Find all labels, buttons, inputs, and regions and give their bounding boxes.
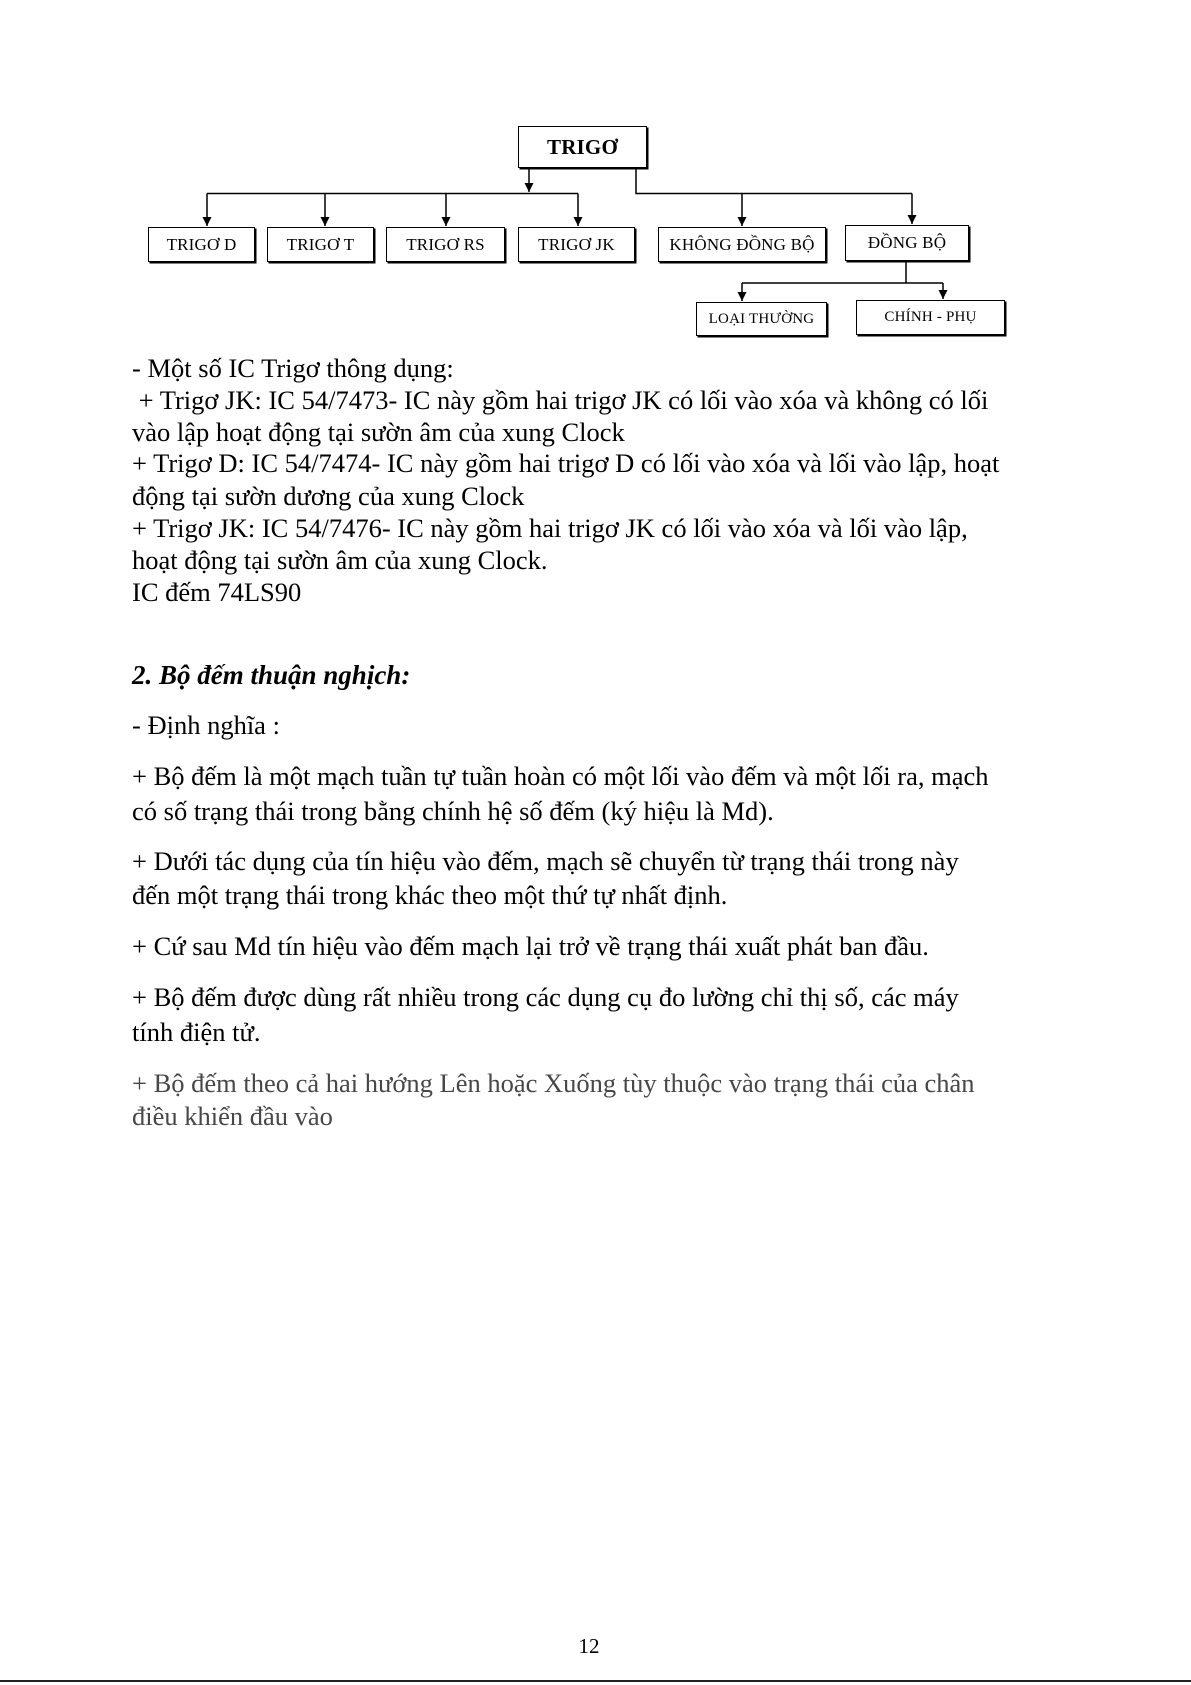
intro-line: - Một số IC Trigơ thông dụng: (132, 353, 454, 383)
diagram-node-trigo-d: TRIGƠ D (148, 227, 255, 262)
diagram-root-trigo: TRIGƠ (518, 126, 647, 168)
intro-line: IC đếm 74LS90 (132, 577, 302, 607)
section-heading: 2. Bộ đếm thuận nghịch: (132, 660, 411, 690)
paragraph-line: điều khiển đầu vào (132, 1101, 333, 1131)
page-number: 12 (578, 1634, 600, 1658)
paragraph-line: tính điện tử. (132, 1017, 261, 1047)
diagram-node-dong-bo: ĐỒNG BỘ (845, 225, 969, 261)
diagram-node-trigo-t: TRIGƠ T (267, 227, 374, 262)
intro-line: + Trigơ JK: IC 54/7476- IC này gồm hai trigơ JK có lối vào xóa và lối vào lập, (132, 513, 968, 543)
connector-right-bus (636, 168, 912, 194)
definition-label: - Định nghĩa : (132, 710, 280, 740)
paragraph-line: đến một trạng thái trong khác theo một thứ tự nhất định. (132, 880, 728, 910)
intro-line: + Trigơ D: IC 54/7474- IC này gồm hai trigơ D có lối vào xóa và lối vào lập, hoạt (132, 448, 1000, 478)
diagram-node-trigo-rs: TRIGƠ RS (386, 227, 505, 262)
paragraph-line: + Bộ đếm được dùng rất nhiều trong các dụng cụ đo lường chỉ thị số, các máy (132, 982, 959, 1012)
paragraph-line: + Bộ đếm theo cả hai hướng Lên hoặc Xuống tùy thuộc vào trạng thái của chân (132, 1068, 975, 1098)
diagram-node-khong-dong-bo: KHÔNG ĐỒNG BỘ (658, 227, 826, 262)
diagram-node-chinh-phu: CHÍNH - PHỤ (856, 300, 1005, 335)
trigo-diagram-connectors (0, 0, 1191, 360)
intro-line: hoạt động tại sườn âm của xung Clock. (132, 545, 548, 575)
paragraph-line: có số trạng thái trong bằng chính hệ số đếm (ký hiệu là Md). (132, 796, 774, 826)
intro-line: + Trigơ JK: IC 54/7473- IC này gồm hai trigơ JK có lối vào xóa và không có lối (132, 385, 989, 415)
paragraph-line: + Cứ sau Md tín hiệu vào đếm mạch lại trở về trạng thái xuất phát ban đầu. (132, 931, 929, 961)
diagram-node-loai-thuong: LOẠI THƯỜNG (696, 302, 827, 336)
intro-line: vào lập hoạt động tại sườn âm của xung Clock (132, 417, 625, 447)
diagram-node-trigo-jk: TRIGƠ JK (518, 227, 635, 262)
paragraph-line: + Dưới tác dụng của tín hiệu vào đếm, mạch sẽ chuyển từ trạng thái trong này (132, 846, 959, 876)
page-bottom-rule (0, 1680, 1191, 1682)
intro-line: động tại sườn dương của xung Clock (132, 481, 525, 511)
paragraph-line: + Bộ đếm là một mạch tuần tự tuần hoàn có một lối vào đếm và một lối ra, mạch (132, 761, 989, 791)
